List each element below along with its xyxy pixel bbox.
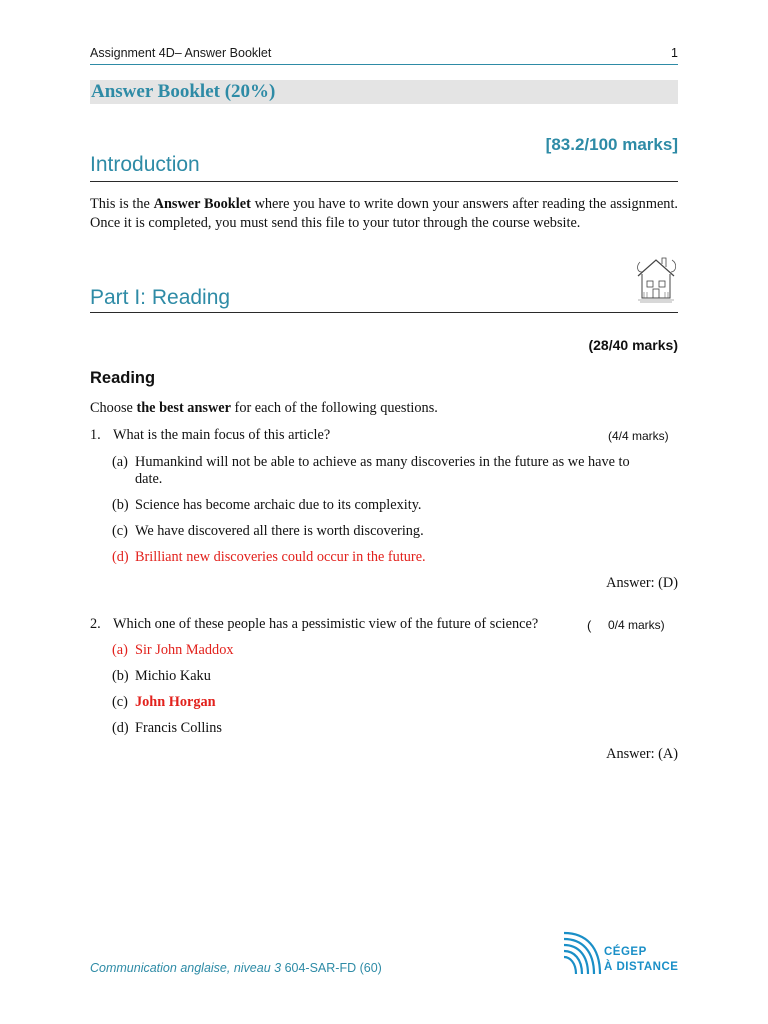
question-1-marks: (4/4 marks): [608, 429, 669, 443]
question-2-option-c: (c) John Horgan: [112, 694, 216, 710]
header-divider: [90, 64, 678, 65]
reading-instructions: Choose the best answer for each of the following questions.: [90, 400, 438, 416]
booklet-title: Answer Booklet (20%): [91, 81, 276, 102]
header-title: Assignment 4D– Answer Booklet: [90, 46, 272, 60]
introduction-divider: [90, 181, 678, 182]
question-1-answer: Answer: (D): [606, 575, 678, 591]
logo-text-line1: CÉGEP: [604, 946, 647, 958]
introduction-text: This is the Answer Booklet where you have to write down your answers after reading the assignment. Once it is completed, you must send this file to your tutor through the course website.: [90, 196, 678, 231]
question-2-number: 2.: [90, 616, 101, 632]
introduction-heading: Introduction: [90, 153, 200, 176]
total-marks: [83.2/100 marks]: [545, 135, 678, 154]
question-2-marks-open: (: [587, 618, 592, 633]
question-2-option-d: (d) Francis Collins: [112, 720, 222, 736]
page-number: 1: [671, 46, 678, 60]
part1-divider: [90, 312, 678, 313]
question-1-text: What is the main focus of this article?: [113, 427, 331, 443]
question-2-answer: Answer: (A): [606, 746, 678, 762]
question-2-option-c-bold: John Horgan: [135, 694, 216, 710]
footer-course: Communication anglaise, niveau 3 604-SAR-FD (60): [90, 961, 382, 975]
question-1-option-d-correct: (d) Brilliant new discoveries could occur in the future.: [112, 549, 426, 565]
question-1-option-c: (c) We have discovered all there is worth discovering.: [112, 523, 424, 539]
question-1-option-a: (a) Humankind will not be able to achieve as many discoveries in the future as we have to date.: [112, 454, 630, 487]
question-2-option-b: (b) Michio Kaku: [112, 668, 211, 684]
house-sketch-icon: [634, 254, 678, 304]
question-2-text: Which one of these people has a pessimistic view of the future of science?: [113, 616, 539, 632]
logo-text-line2: À DISTANCE: [604, 961, 679, 973]
part1-marks: (28/40 marks): [588, 337, 678, 353]
question-1-number: 1.: [90, 427, 101, 443]
answer-booklet-bold: Answer Booklet: [153, 196, 251, 212]
part1-heading: Part I: Reading: [90, 286, 231, 309]
question-1-option-b: (b) Science has become archaic due to its complexity.: [112, 497, 422, 513]
question-2-option-a-correct: (a) Sir John Maddox: [112, 642, 234, 658]
reading-heading: Reading: [90, 369, 156, 387]
question-2-marks: 0/4 marks): [608, 618, 665, 632]
